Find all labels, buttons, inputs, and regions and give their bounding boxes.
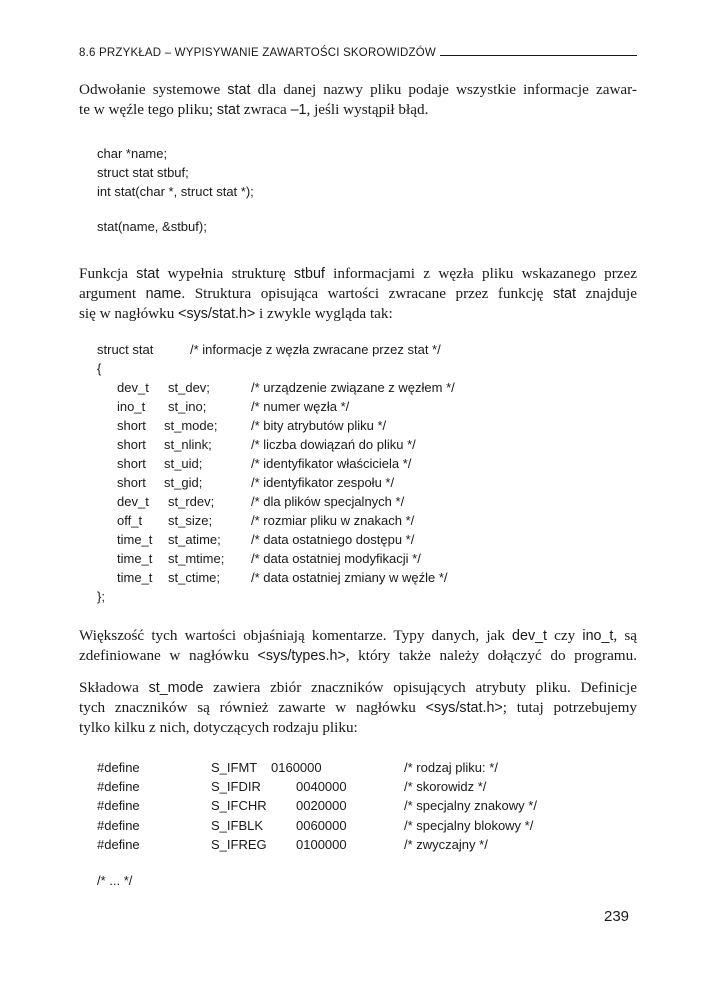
text: zdefiniowane w nagłówku <box>79 647 258 664</box>
field-name: st_atime; <box>168 532 221 547</box>
define-name: S_IFREG <box>211 837 267 852</box>
text: tylko kilku z nich, dotyczących rodzaju pliku: <box>79 719 358 736</box>
define-name: S_IFMT <box>211 760 258 775</box>
paragraph-stat-intro <box>79 80 637 120</box>
text: tych znaczników są również zawarte w nagłówku <box>79 699 426 716</box>
define-comment: /* skorowidz */ <box>404 779 487 794</box>
struct-head: struct stat <box>97 342 154 357</box>
paragraph-types <box>79 626 637 666</box>
text-line <box>79 718 637 738</box>
define-name: S_IFDIR <box>211 779 261 794</box>
text-line <box>79 100 637 120</box>
field-type: short <box>117 456 146 471</box>
text: dla danej nazwy pliku podaje wszystkie informacje zawar- <box>250 81 637 98</box>
field-type: ino_t <box>117 399 146 414</box>
field-type: short <box>117 437 146 452</box>
text: Większość tych wartości objaśniają komentarze. Typy danych, jak <box>79 627 513 644</box>
text: czy <box>547 627 583 644</box>
field-name: st_ino; <box>168 399 207 414</box>
field-name: st_nlink; <box>164 437 212 452</box>
field-name: st_rdev; <box>168 494 215 509</box>
field-type: time_t <box>117 551 153 566</box>
text-line <box>79 264 637 284</box>
text: zwraca <box>239 101 291 118</box>
struct-head-comment: /* informacje z węzła zwracane przez stat */ <box>190 342 441 357</box>
text: argument <box>79 285 146 302</box>
code-line: stat(name, &stbuf); <box>97 219 207 234</box>
inline-code: name <box>145 286 182 302</box>
define-value: 0020000 <box>296 798 347 813</box>
running-title: 8.6 PRZYKŁAD – WYPISYWANIE ZAWARTOŚCI SKOROWIDZÓW <box>79 47 436 59</box>
paragraph-st-mode <box>79 678 637 738</box>
inline-code: ino_t <box>582 628 614 644</box>
define-comment: /* rodzaj pliku: */ <box>404 760 498 775</box>
text: Odwołanie systemowe <box>79 81 228 98</box>
text-line <box>79 284 637 304</box>
text: się w nagłówku <box>79 305 179 322</box>
inline-code: stat <box>552 286 576 302</box>
code-line: int stat(char *, struct stat *); <box>97 184 254 199</box>
field-comment: /* numer węzła */ <box>251 399 350 414</box>
define-name: S_IFCHR <box>211 798 267 813</box>
field-name: st_mtime; <box>168 551 225 566</box>
inline-code: stbuf <box>293 266 325 282</box>
inline-code: dev_t <box>512 628 548 644</box>
field-comment: /* identyfikator właściciela */ <box>251 456 412 471</box>
text-line <box>79 80 637 100</box>
field-name: st_ctime; <box>168 570 221 585</box>
field-name: st_size; <box>168 513 213 528</box>
text: wypełnia strukturę <box>159 265 294 282</box>
field-name: st_gid; <box>164 475 203 490</box>
define-keyword: #define <box>97 818 140 833</box>
define-comment: /* specjalny blokowy */ <box>404 818 534 833</box>
field-name: st_mode; <box>164 418 218 433</box>
field-comment: /* data ostatniego dostępu */ <box>251 532 415 547</box>
field-type: time_t <box>117 532 153 547</box>
field-comment: /* liczba dowiązań do pliku */ <box>251 437 416 452</box>
define-tail-comment: /* ... */ <box>97 873 133 888</box>
define-keyword: #define <box>97 798 140 813</box>
field-comment: /* identyfikator zespołu */ <box>251 475 395 490</box>
text: informacjami z węzła pliku wskazanego przez <box>324 265 637 282</box>
define-value: 0060000 <box>296 818 347 833</box>
text: , który także należy dołączyć do programu. <box>345 647 638 664</box>
define-comment: /* zwyczajny */ <box>404 837 488 852</box>
field-type: dev_t <box>117 380 149 395</box>
header-rule <box>440 55 637 56</box>
text-line <box>79 678 637 698</box>
text: , są <box>613 627 637 644</box>
text: . Struktura opisująca wartości zwracane przez funkcję <box>181 285 553 302</box>
define-keyword: #define <box>97 760 140 775</box>
field-comment: /* data ostatniej modyfikacji */ <box>251 551 421 566</box>
field-type: off_t <box>117 513 143 528</box>
page-number: 239 <box>604 908 630 925</box>
struct-close-brace: }; <box>97 589 105 604</box>
define-value: 0160000 <box>271 760 322 775</box>
define-comment: /* specjalny znakowy */ <box>404 798 537 813</box>
struct-open-brace: { <box>97 361 102 376</box>
text-line <box>79 698 637 718</box>
text-line <box>79 304 637 324</box>
define-value: 0100000 <box>296 837 347 852</box>
field-comment: /* data ostatniej zmiany w węźle */ <box>251 570 448 585</box>
inline-code: –1 <box>290 102 307 118</box>
running-header <box>79 39 637 59</box>
inline-code: stat <box>227 82 251 98</box>
inline-code: stat <box>216 102 240 118</box>
code-line: struct stat stbuf; <box>97 165 189 180</box>
field-comment: /* dla plików specjalnych */ <box>251 494 405 509</box>
field-name: st_dev; <box>168 380 210 395</box>
text-line <box>79 626 637 646</box>
field-type: short <box>117 418 146 433</box>
field-type: dev_t <box>117 494 149 509</box>
field-comment: /* urządzenie związane z węzłem */ <box>251 380 455 395</box>
define-value: 0040000 <box>296 779 347 794</box>
paragraph-stat-struct <box>79 264 637 324</box>
define-keyword: #define <box>97 837 140 852</box>
text: te w węźle tego pliku; <box>79 101 217 118</box>
field-type: short <box>117 475 146 490</box>
inline-code: stat <box>136 266 160 282</box>
inline-code: <sys/stat.h> <box>425 700 503 716</box>
inline-code: <sys/stat.h> <box>178 306 256 322</box>
text: ; tutaj potrzebujemy <box>502 699 637 716</box>
text: i zwykle wygląda tak: <box>255 305 393 322</box>
text: zawiera zbiór znaczników opisujących atrybuty pliku. Definicje <box>203 679 637 696</box>
field-comment: /* rozmiar pliku w znakach */ <box>251 513 415 528</box>
define-keyword: #define <box>97 779 140 794</box>
field-name: st_uid; <box>164 456 203 471</box>
text: , jeśli wystąpił błąd. <box>306 101 429 118</box>
inline-code: st_mode <box>148 680 204 696</box>
text: Funkcja <box>79 265 137 282</box>
field-type: time_t <box>117 570 153 585</box>
code-line: char *name; <box>97 146 168 161</box>
inline-code: <sys/types.h> <box>257 648 346 664</box>
field-comment: /* bity atrybutów pliku */ <box>251 418 387 433</box>
text-line <box>79 646 637 666</box>
define-name: S_IFBLK <box>211 818 264 833</box>
text: Składowa <box>79 679 149 696</box>
text: znajduje <box>576 285 637 302</box>
